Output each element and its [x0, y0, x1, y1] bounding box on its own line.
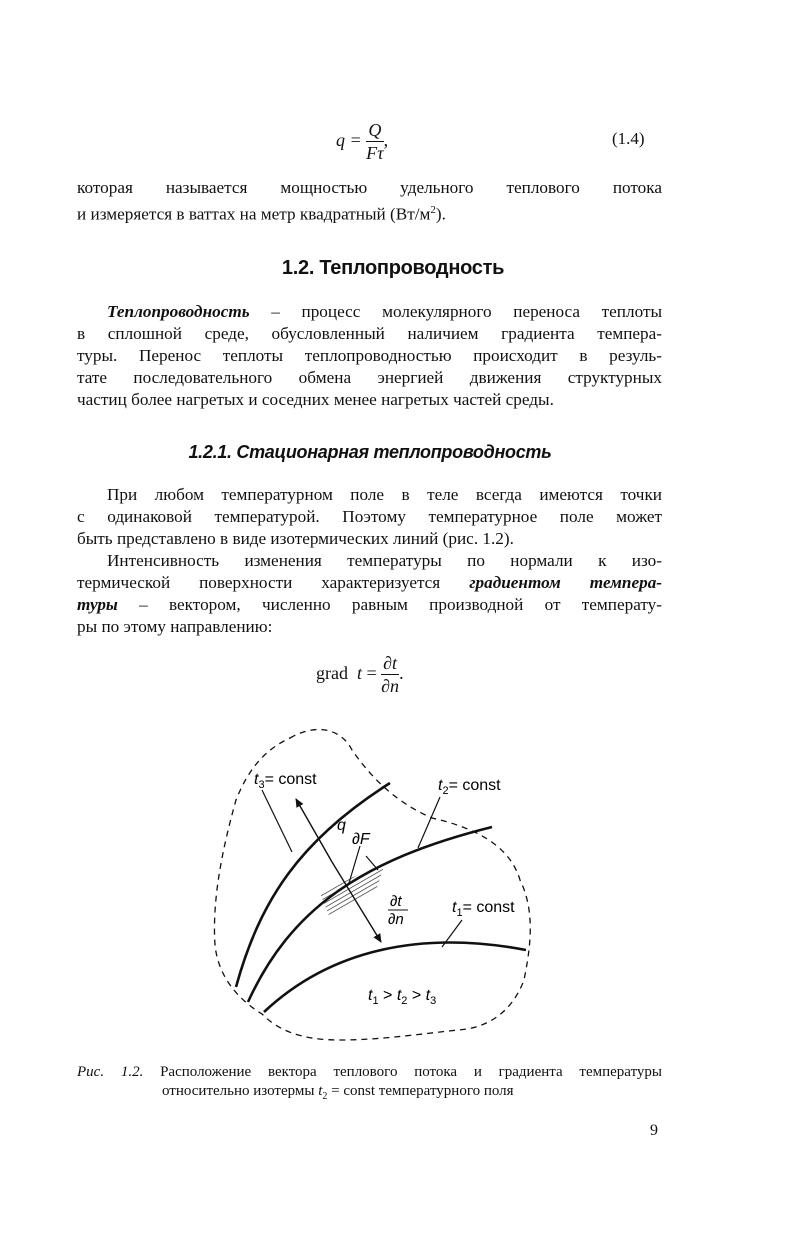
label-t2-const: $t_2=$ const [438, 777, 501, 797]
caption-sub: 2 [322, 1091, 328, 1102]
text-line: Интенсивность изменения температуры по нормали к изо- [107, 551, 662, 570]
section-heading: 1.2. Теплопроводность [281, 257, 505, 279]
text-segment: ). [435, 204, 446, 224]
caption-text: относительно изотермы [162, 1083, 319, 1099]
formula-denominator: Fτ [366, 143, 384, 164]
formula-grad-word: grad [316, 663, 348, 683]
caption-text: = const температурного поля [327, 1083, 514, 1099]
defined-term: градиентом темпера- [469, 573, 663, 592]
label-temperature-inequality: $t_1 > t_2 > t_3$ [368, 987, 437, 1007]
subsection-heading: 1.2.1. Стационарная теплопроводность [188, 442, 552, 462]
label-t3-const: $t_3=$ const [254, 771, 317, 791]
label-t1-const: $t_1=$ const [452, 899, 515, 919]
formula-var: t [356, 663, 362, 683]
figure-caption [77, 1063, 662, 1106]
label-q: q [337, 817, 346, 834]
formula-numerator: Q [366, 119, 383, 142]
formula-trail: . [399, 663, 404, 683]
caption-text: Расположение вектора теплового потока и градиента температуры [160, 1064, 662, 1080]
text-line: туры. Перенос теплоты теплопроводностью происходит в резуль- [77, 346, 662, 365]
text-line: тате последовательного обмена энергией движения структурных [77, 368, 662, 387]
formula-number: (1.4) [612, 129, 645, 148]
text-line: в сплошной среде, обусловленный наличием градиента темпера- [77, 324, 662, 343]
label-dF: ∂F [352, 831, 370, 848]
caption-line [77, 1063, 662, 1082]
formula-numerator: ∂t [383, 653, 398, 674]
caption-line [77, 1082, 662, 1106]
text-segment: – вектором, численно равным производной от температу- [117, 595, 662, 614]
caption-label: Рис. 1.2. [77, 1064, 144, 1080]
label-dt: ∂t [390, 893, 402, 910]
text-segment: и измеряется в ваттах на метр квадратный (Вт/м [77, 204, 431, 224]
leader-line-t3 [262, 790, 292, 852]
text-segment: термической поверхности характеризуется [77, 573, 470, 592]
text-segment: – процесс молекулярного переноса теплоты [249, 302, 662, 321]
formula-eq: = [366, 663, 377, 683]
defined-term: туры [77, 595, 118, 614]
label-dn: ∂n [388, 911, 404, 928]
page-number: 9 [650, 1122, 658, 1139]
text-line: которая называется мощностью удельного теплового потока [77, 178, 662, 197]
formula-trail: , [383, 130, 389, 150]
text-line: частиц более нагретых и соседних менее нагретых частей среды. [77, 390, 554, 409]
text-line: быть представлено в виде изотермических линий (рис. 1.2). [77, 529, 514, 548]
text-line: При любом температурном поле в теле всегда имеются точки [107, 485, 662, 504]
text-line: с одинаковой температурой. Поэтому температурное поле может [77, 507, 662, 526]
formula-denominator: ∂n [381, 676, 400, 697]
leader-line-t2 [418, 797, 440, 848]
defined-term: Теплопроводность [107, 302, 250, 321]
text-line: ры по этому направлению: [77, 617, 273, 636]
leader-line-q [366, 856, 378, 870]
superscript: 2 [430, 204, 436, 216]
caption-var: t [318, 1083, 323, 1099]
formula-lhs: q = [336, 130, 362, 150]
